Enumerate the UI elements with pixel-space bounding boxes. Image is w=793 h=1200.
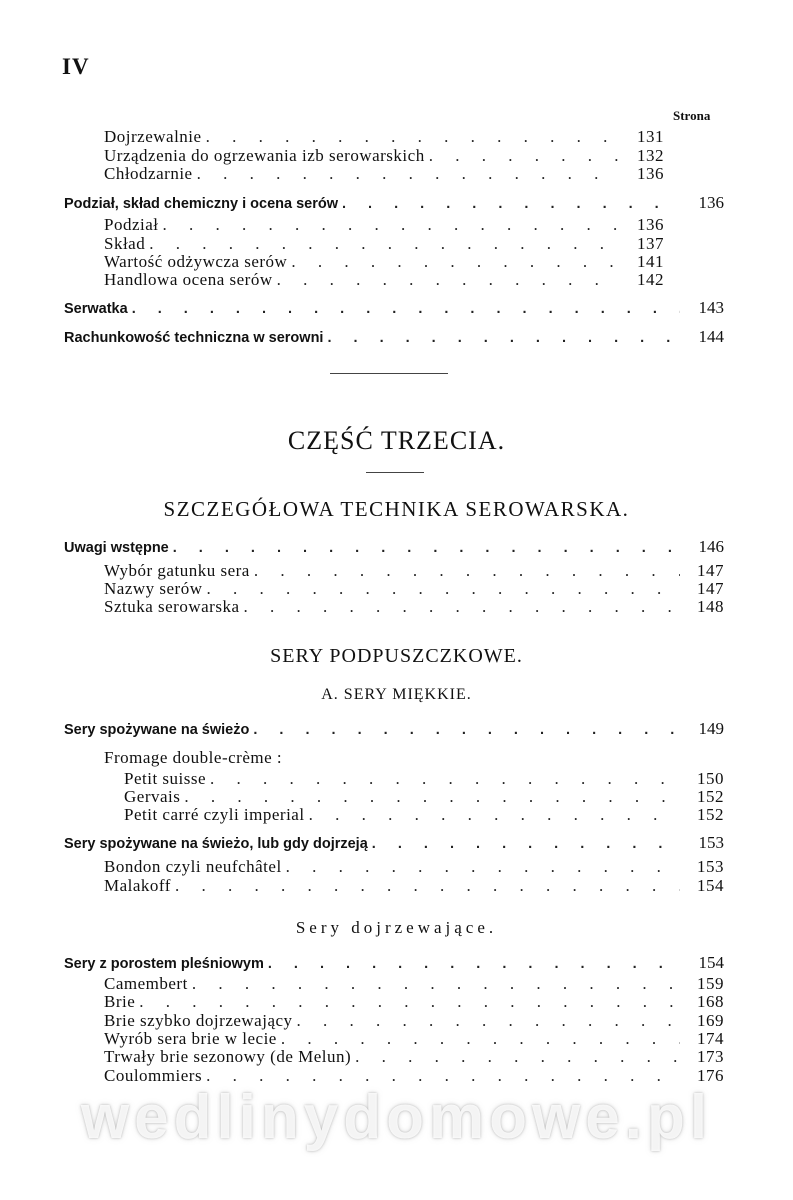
- dot-leader: [244, 597, 681, 617]
- toc-section: [64, 719, 724, 739]
- toc-section-page: 136: [698, 193, 724, 212]
- dot-leader: [309, 805, 680, 825]
- toc-entry: [124, 787, 724, 807]
- toc-entry-page: 159: [697, 974, 724, 993]
- toc-entry: [104, 252, 664, 272]
- toc-section-label: Podział, skład chemiczny i ocena serów: [64, 196, 338, 212]
- toc-entry-page: 174: [697, 1029, 724, 1048]
- toc-section-label: Sery spożywane na świeżo: [64, 722, 250, 738]
- toc-section: [64, 833, 724, 853]
- toc-section-page: 153: [698, 833, 724, 852]
- toc-entry: [124, 805, 724, 825]
- dot-leader: [139, 992, 680, 1012]
- toc-entry-label: Petit carré czyli imperial: [124, 805, 305, 824]
- toc-entry-label: Wartość odżywcza serów: [104, 252, 288, 271]
- toc-entry-label: Dojrzewalnie: [104, 127, 202, 146]
- column-header: Strona: [673, 108, 711, 123]
- toc-entry-label: Sztuka serowarska: [104, 597, 240, 616]
- toc-entry-label: Podział: [104, 215, 159, 234]
- watermark: wedlinydomowe.pl: [80, 1083, 713, 1152]
- toc-entry-label: Camembert: [104, 974, 188, 993]
- toc-entry: [104, 1029, 724, 1049]
- toc-section-label: Sery z porostem pleśniowym: [64, 956, 264, 972]
- dot-leader: [210, 769, 680, 789]
- dot-leader: [291, 252, 620, 272]
- toc-entry: [104, 146, 664, 166]
- toc-entry: [104, 215, 664, 235]
- toc-entry-page: 148: [697, 597, 724, 616]
- toc-entry-label: Brie szybko dojrzewający: [104, 1011, 293, 1030]
- toc-entry: [104, 876, 724, 896]
- toc-entry: [104, 597, 724, 617]
- toc-entry-page: 132: [637, 146, 664, 165]
- dot-leader: [132, 301, 680, 317]
- toc-section: [64, 298, 724, 318]
- dot-leader: [297, 1011, 680, 1031]
- toc-entry-page: 153: [697, 857, 724, 876]
- toc-entry-label: Skład: [104, 234, 146, 253]
- toc-entry-page: 147: [697, 561, 724, 580]
- toc-section-page: 149: [698, 719, 724, 738]
- toc-entry-page: 142: [637, 270, 664, 289]
- dot-leader: [327, 330, 680, 346]
- dot-leader: [207, 579, 681, 599]
- toc-section: [64, 537, 724, 557]
- dot-leader: [173, 540, 680, 556]
- toc-entry-label: Coulommiers: [104, 1066, 203, 1085]
- toc-entry-page: 168: [697, 992, 724, 1011]
- toc-entry-page: 152: [697, 805, 724, 824]
- dot-leader: [163, 215, 621, 235]
- section-title: SERY PODPUSZCZKOWE.: [270, 645, 523, 667]
- page-number: IV: [62, 54, 90, 79]
- toc-entry: [104, 234, 664, 254]
- toc-section: [64, 327, 724, 347]
- toc-entry: [104, 164, 664, 184]
- divider-rule: [366, 472, 424, 473]
- toc-entry-page: 173: [697, 1047, 724, 1066]
- toc-group-label: Fromage double-crème :: [104, 748, 283, 767]
- toc-section-label: Uwagi wstępne: [64, 540, 169, 556]
- toc-entry-label: Urządzenia do ogrzewania izb serowarskich: [104, 146, 425, 165]
- toc-entry-page: 136: [637, 164, 664, 183]
- dot-leader: [286, 857, 680, 877]
- toc-section-page: 144: [698, 327, 724, 346]
- toc-entry-label: Wybór gatunku sera: [104, 561, 250, 580]
- toc-entry-label: Nazwy serów: [104, 579, 203, 598]
- toc-entry-label: Handlowa ocena serów: [104, 270, 273, 289]
- subsection-title: A. SERY MIĘKKIE.: [321, 686, 472, 703]
- ripening-title: Sery dojrzewające.: [295, 918, 498, 937]
- part-title: CZĘŚĆ TRZECIA.: [287, 426, 506, 455]
- toc-section-label: Sery spożywane na świeżo, lub gdy dojrzeją: [64, 836, 368, 852]
- toc-entry: [104, 561, 724, 581]
- toc-entry-page: 152: [697, 787, 724, 806]
- dot-leader: [197, 164, 620, 184]
- toc-entry: [124, 769, 724, 789]
- dot-leader: [372, 836, 680, 852]
- dot-leader: [149, 234, 620, 254]
- toc-section-page: 143: [698, 298, 724, 317]
- dot-leader: [253, 722, 680, 738]
- dot-leader: [184, 787, 680, 807]
- dot-leader: [281, 1029, 680, 1049]
- dot-leader: [429, 146, 620, 166]
- toc-entry: [104, 992, 724, 1012]
- toc-entry-label: Trwały brie sezonowy (de Melun): [104, 1047, 352, 1066]
- dot-leader: [254, 561, 680, 581]
- toc-section: [64, 953, 724, 973]
- toc-entry: [104, 127, 664, 147]
- toc-entry-page: 137: [637, 234, 664, 253]
- dot-leader: [268, 956, 680, 972]
- toc-section-page: 154: [698, 953, 724, 972]
- dot-leader: [192, 974, 680, 994]
- toc-entry: [104, 974, 724, 994]
- dot-leader: [277, 270, 620, 290]
- toc-section-page: 146: [698, 537, 724, 556]
- toc-entry-page: 136: [637, 215, 664, 234]
- dot-leader: [206, 127, 620, 147]
- toc-entry-page: 154: [697, 876, 724, 895]
- toc-entry-page: 176: [697, 1066, 724, 1085]
- toc-entry-label: Wyrób sera brie w lecie: [104, 1029, 277, 1048]
- toc-entry-page: 150: [697, 769, 724, 788]
- toc-entry: [104, 1047, 724, 1067]
- toc-entry: [104, 270, 664, 290]
- toc-entry-label: Bondon czyli neufchâtel: [104, 857, 282, 876]
- toc-entry: [104, 579, 724, 599]
- toc-entry-label: Chłodzarnie: [104, 164, 193, 183]
- toc-section-label: Rachunkowość techniczna w serowni: [64, 330, 324, 346]
- toc-entry-page: 147: [697, 579, 724, 598]
- toc-section: [64, 193, 724, 213]
- toc-entry-label: Brie: [104, 992, 136, 1011]
- toc-entry-page: 131: [637, 127, 664, 146]
- part-subtitle: SZCZEGÓŁOWA TECHNIKA SEROWARSKA.: [163, 497, 630, 521]
- dot-leader: [175, 876, 680, 896]
- toc-entry: [104, 857, 724, 877]
- dot-leader: [355, 1047, 680, 1067]
- toc-entry-page: 141: [637, 252, 664, 271]
- toc-entry-label: Malakoff: [104, 876, 171, 895]
- toc-entry-label: Petit suisse: [124, 769, 207, 788]
- toc-section-label: Serwatka: [64, 301, 128, 317]
- dot-leader: [342, 196, 680, 212]
- divider-rule: [330, 373, 448, 374]
- toc-entry: [104, 1011, 724, 1031]
- toc-entry-page: 169: [697, 1011, 724, 1030]
- toc-entry-label: Gervais: [124, 787, 181, 806]
